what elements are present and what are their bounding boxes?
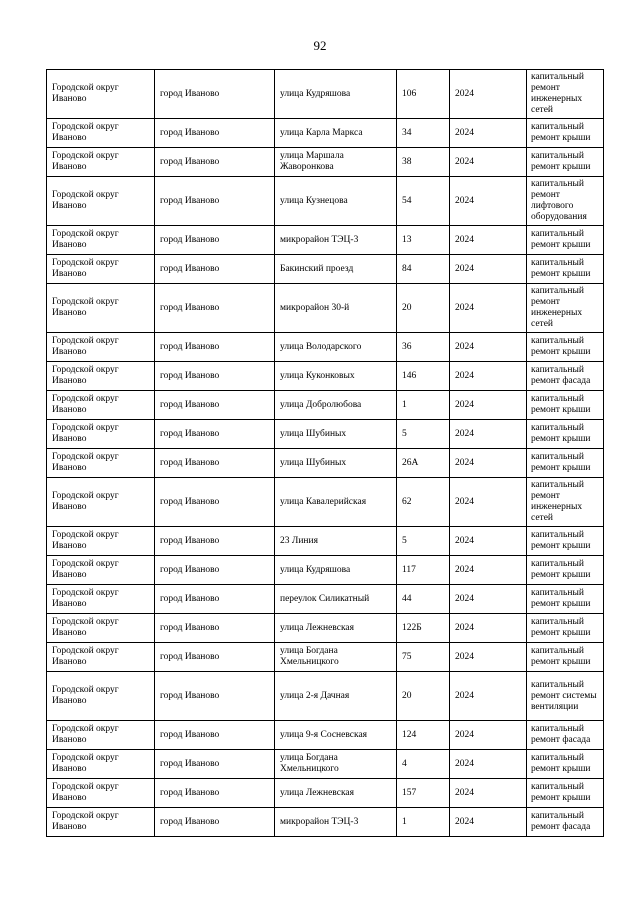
- street-cell: улица Шубиных: [275, 449, 397, 478]
- settlement-cell: город Иваново: [155, 556, 275, 585]
- settlement-cell: город Иваново: [155, 808, 275, 837]
- table-row: [47, 362, 604, 391]
- municipality-cell: Городской округ Иваново: [47, 391, 155, 420]
- settlement-cell: город Иваново: [155, 148, 275, 177]
- house-number-cell: 54: [397, 177, 450, 226]
- work-type-cell: капитальный ремонт крыши: [527, 420, 604, 449]
- table-row: [47, 808, 604, 837]
- work-type-cell: капитальный ремонт крыши: [527, 148, 604, 177]
- table-row: [47, 420, 604, 449]
- settlement-cell: город Иваново: [155, 721, 275, 750]
- street-cell: улица Шубиных: [275, 420, 397, 449]
- year-cell: 2024: [450, 226, 527, 255]
- work-type-cell: капитальный ремонт крыши: [527, 556, 604, 585]
- year-cell: 2024: [450, 643, 527, 672]
- year-cell: 2024: [450, 527, 527, 556]
- settlement-cell: город Иваново: [155, 585, 275, 614]
- municipality-cell: Городской округ Иваново: [47, 585, 155, 614]
- work-type-cell: капитальный ремонт крыши: [527, 779, 604, 808]
- table-row: [47, 721, 604, 750]
- settlement-cell: город Иваново: [155, 362, 275, 391]
- house-number-cell: 1: [397, 391, 450, 420]
- municipality-cell: Городской округ Иваново: [47, 148, 155, 177]
- street-cell: улица Володарского: [275, 333, 397, 362]
- year-cell: 2024: [450, 284, 527, 333]
- settlement-cell: город Иваново: [155, 333, 275, 362]
- street-cell: улица 2-я Дачная: [275, 672, 397, 721]
- municipality-cell: Городской округ Иваново: [47, 643, 155, 672]
- work-type-cell: капитальный ремонт фасада: [527, 362, 604, 391]
- work-type-cell: капитальный ремонт фасада: [527, 721, 604, 750]
- settlement-cell: город Иваново: [155, 643, 275, 672]
- municipality-cell: Городской округ Иваново: [47, 420, 155, 449]
- year-cell: 2024: [450, 721, 527, 750]
- year-cell: 2024: [450, 333, 527, 362]
- house-number-cell: 84: [397, 255, 450, 284]
- municipality-cell: Городской округ Иваново: [47, 672, 155, 721]
- year-cell: 2024: [450, 808, 527, 837]
- house-number-cell: 122Б: [397, 614, 450, 643]
- settlement-cell: город Иваново: [155, 750, 275, 779]
- table-body: [47, 70, 604, 837]
- table-row: [47, 556, 604, 585]
- street-cell: улица Карла Маркса: [275, 119, 397, 148]
- municipality-cell: Городской округ Иваново: [47, 449, 155, 478]
- table-row: [47, 226, 604, 255]
- house-number-cell: 4: [397, 750, 450, 779]
- municipality-cell: Городской округ Иваново: [47, 614, 155, 643]
- table-row: [47, 614, 604, 643]
- house-number-cell: 44: [397, 585, 450, 614]
- house-number-cell: 62: [397, 478, 450, 527]
- year-cell: 2024: [450, 177, 527, 226]
- table-row: [47, 779, 604, 808]
- year-cell: 2024: [450, 672, 527, 721]
- street-cell: 23 Линия: [275, 527, 397, 556]
- street-cell: улица Богдана Хмельницкого: [275, 750, 397, 779]
- table-row: [47, 333, 604, 362]
- table-row: [47, 478, 604, 527]
- settlement-cell: город Иваново: [155, 284, 275, 333]
- settlement-cell: город Иваново: [155, 420, 275, 449]
- street-cell: микрорайон ТЭЦ-3: [275, 226, 397, 255]
- work-type-cell: капитальный ремонт крыши: [527, 614, 604, 643]
- year-cell: 2024: [450, 255, 527, 284]
- table-row: [47, 284, 604, 333]
- municipality-cell: Городской округ Иваново: [47, 119, 155, 148]
- house-number-cell: 5: [397, 420, 450, 449]
- table-row: [47, 148, 604, 177]
- work-type-cell: капитальный ремонт инженерных сетей: [527, 284, 604, 333]
- street-cell: улица Кудряшова: [275, 70, 397, 119]
- year-cell: 2024: [450, 70, 527, 119]
- municipality-cell: Городской округ Иваново: [47, 284, 155, 333]
- settlement-cell: город Иваново: [155, 614, 275, 643]
- settlement-cell: город Иваново: [155, 449, 275, 478]
- house-number-cell: 26А: [397, 449, 450, 478]
- year-cell: 2024: [450, 449, 527, 478]
- street-cell: микрорайон ТЭЦ-3: [275, 808, 397, 837]
- house-number-cell: 20: [397, 672, 450, 721]
- table-row: [47, 449, 604, 478]
- street-cell: переулок Силикатный: [275, 585, 397, 614]
- table-row: [47, 391, 604, 420]
- table-row: [47, 177, 604, 226]
- page-number: 92: [313, 38, 327, 53]
- street-cell: улица Куконковых: [275, 362, 397, 391]
- settlement-cell: город Иваново: [155, 119, 275, 148]
- work-type-cell: капитальный ремонт крыши: [527, 527, 604, 556]
- street-cell: улица 9-я Сосневская: [275, 721, 397, 750]
- table-row: [47, 672, 604, 721]
- house-number-cell: 5: [397, 527, 450, 556]
- house-number-cell: 106: [397, 70, 450, 119]
- house-number-cell: 157: [397, 779, 450, 808]
- municipality-cell: Городской округ Иваново: [47, 721, 155, 750]
- municipality-cell: Городской округ Иваново: [47, 226, 155, 255]
- house-number-cell: 146: [397, 362, 450, 391]
- work-type-cell: капитальный ремонт крыши: [527, 585, 604, 614]
- house-number-cell: 124: [397, 721, 450, 750]
- work-type-cell: капитальный ремонт крыши: [527, 255, 604, 284]
- year-cell: 2024: [450, 585, 527, 614]
- work-type-cell: капитальный ремонт инженерных сетей: [527, 70, 604, 119]
- municipality-cell: Городской округ Иваново: [47, 177, 155, 226]
- settlement-cell: город Иваново: [155, 391, 275, 420]
- settlement-cell: город Иваново: [155, 478, 275, 527]
- year-cell: 2024: [450, 420, 527, 449]
- settlement-cell: город Иваново: [155, 672, 275, 721]
- year-cell: 2024: [450, 119, 527, 148]
- work-type-cell: капитальный ремонт фасада: [527, 808, 604, 837]
- house-number-cell: 34: [397, 119, 450, 148]
- house-number-cell: 13: [397, 226, 450, 255]
- municipality-cell: Городской округ Иваново: [47, 808, 155, 837]
- street-cell: улица Маршала Жаворонкова: [275, 148, 397, 177]
- settlement-cell: город Иваново: [155, 255, 275, 284]
- settlement-cell: город Иваново: [155, 70, 275, 119]
- table-row: [47, 585, 604, 614]
- municipality-cell: Городской округ Иваново: [47, 362, 155, 391]
- municipality-cell: Городской округ Иваново: [47, 70, 155, 119]
- municipality-cell: Городской округ Иваново: [47, 255, 155, 284]
- house-number-cell: 1: [397, 808, 450, 837]
- year-cell: 2024: [450, 391, 527, 420]
- house-number-cell: 36: [397, 333, 450, 362]
- street-cell: улица Кавалерийская: [275, 478, 397, 527]
- year-cell: 2024: [450, 148, 527, 177]
- repair-table: [46, 69, 604, 837]
- work-type-cell: капитальный ремонт крыши: [527, 449, 604, 478]
- house-number-cell: 75: [397, 643, 450, 672]
- municipality-cell: Городской округ Иваново: [47, 478, 155, 527]
- year-cell: 2024: [450, 556, 527, 585]
- street-cell: Бакинский проезд: [275, 255, 397, 284]
- work-type-cell: капитальный ремонт крыши: [527, 750, 604, 779]
- year-cell: 2024: [450, 614, 527, 643]
- table-row: [47, 643, 604, 672]
- year-cell: 2024: [450, 478, 527, 527]
- municipality-cell: Городской округ Иваново: [47, 333, 155, 362]
- settlement-cell: город Иваново: [155, 177, 275, 226]
- municipality-cell: Городской округ Иваново: [47, 556, 155, 585]
- table-row: [47, 527, 604, 556]
- work-type-cell: капитальный ремонт крыши: [527, 226, 604, 255]
- year-cell: 2024: [450, 750, 527, 779]
- settlement-cell: город Иваново: [155, 226, 275, 255]
- work-type-cell: капитальный ремонт инженерных сетей: [527, 478, 604, 527]
- year-cell: 2024: [450, 362, 527, 391]
- table-row: [47, 70, 604, 119]
- street-cell: улица Кузнецова: [275, 177, 397, 226]
- street-cell: улица Кудряшова: [275, 556, 397, 585]
- house-number-cell: 38: [397, 148, 450, 177]
- table-row: [47, 119, 604, 148]
- settlement-cell: город Иваново: [155, 779, 275, 808]
- work-type-cell: капитальный ремонт крыши: [527, 391, 604, 420]
- house-number-cell: 117: [397, 556, 450, 585]
- settlement-cell: город Иваново: [155, 527, 275, 556]
- work-type-cell: капитальный ремонт лифтового оборудования: [527, 177, 604, 226]
- street-cell: улица Лежневская: [275, 779, 397, 808]
- house-number-cell: 20: [397, 284, 450, 333]
- work-type-cell: капитальный ремонт крыши: [527, 643, 604, 672]
- street-cell: улица Добролюбова: [275, 391, 397, 420]
- table-row: [47, 750, 604, 779]
- street-cell: улица Лежневская: [275, 614, 397, 643]
- table-row: [47, 255, 604, 284]
- municipality-cell: Городской округ Иваново: [47, 750, 155, 779]
- street-cell: микрорайон 30-й: [275, 284, 397, 333]
- work-type-cell: капитальный ремонт системы вентиляции: [527, 672, 604, 721]
- work-type-cell: капитальный ремонт крыши: [527, 333, 604, 362]
- work-type-cell: капитальный ремонт крыши: [527, 119, 604, 148]
- year-cell: 2024: [450, 779, 527, 808]
- street-cell: улица Богдана Хмельницкого: [275, 643, 397, 672]
- municipality-cell: Городской округ Иваново: [47, 779, 155, 808]
- municipality-cell: Городской округ Иваново: [47, 527, 155, 556]
